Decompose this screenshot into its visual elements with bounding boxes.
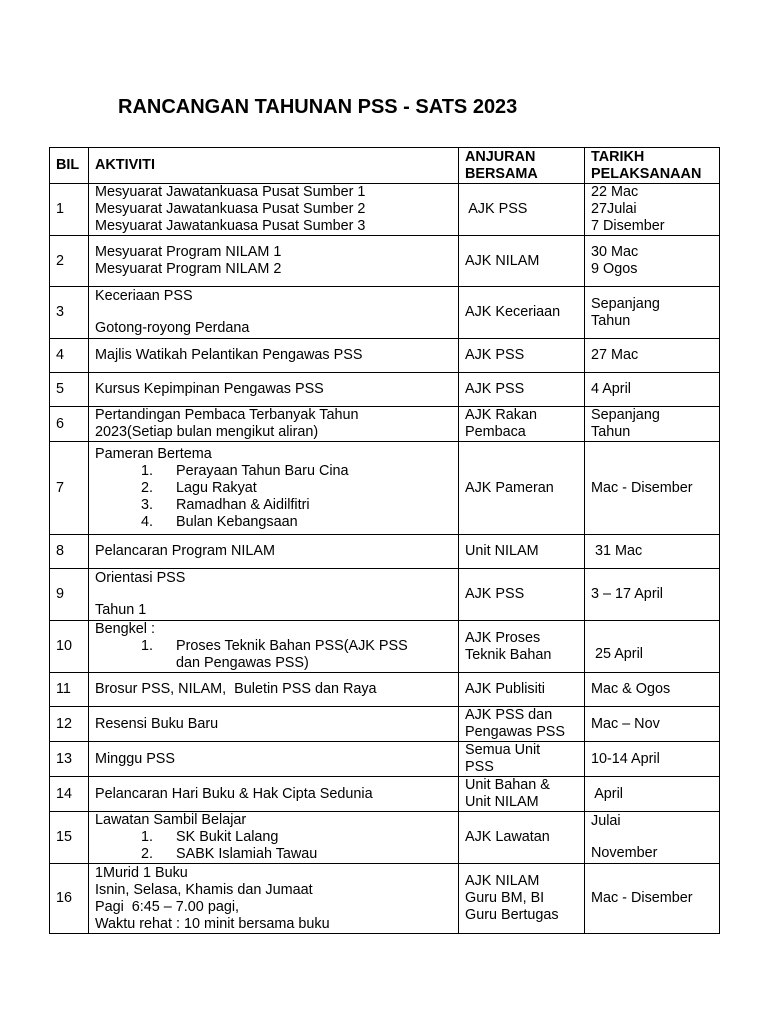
anjuran-cell xyxy=(459,569,585,621)
aktiviti-line: 1Murid 1 Buku xyxy=(95,864,188,881)
aktiviti-line: Pertandingan Pembaca Terbanyak Tahun xyxy=(95,407,359,423)
blank-line xyxy=(591,830,719,845)
annual-plan-table xyxy=(49,147,720,934)
tarikh-cell xyxy=(585,621,720,673)
blank-line xyxy=(591,631,719,646)
subitem-number: 2. xyxy=(141,846,154,862)
aktiviti-line: Bengkel : xyxy=(95,621,156,637)
tarikh-cell xyxy=(585,535,720,569)
tarikh-line: 9 Ogos xyxy=(591,261,638,277)
table-row xyxy=(50,707,720,742)
aktiviti-line: Lawatan Sambil Belajar xyxy=(95,812,247,828)
bil-cell: 4 xyxy=(50,339,89,373)
bil-cell: 10 xyxy=(50,621,89,673)
aktiviti-line: Gotong-royong Perdana xyxy=(95,320,250,336)
subitem-text: dan Pengawas PSS) xyxy=(176,655,309,671)
tarikh-cell xyxy=(585,569,720,621)
aktiviti-line: Pagi 6:45 – 7.00 pagi, xyxy=(95,898,240,915)
blank-line xyxy=(95,305,458,320)
aktiviti-cell xyxy=(89,812,459,864)
aktiviti-subitem xyxy=(95,638,458,655)
aktiviti-subitem xyxy=(95,655,458,672)
aktiviti-line: Mesyuarat Jawatankuasa Pusat Sumber 3 xyxy=(95,218,366,234)
anjuran-cell xyxy=(459,535,585,569)
aktiviti-subitem xyxy=(95,846,458,863)
subitem-number: 2. xyxy=(141,479,154,496)
subitem-text: SK Bukit Lalang xyxy=(176,829,279,845)
tarikh-cell xyxy=(585,864,720,934)
bil-cell: 1 xyxy=(50,184,89,236)
bil-cell: 9 xyxy=(50,569,89,621)
tarikh-cell xyxy=(585,236,720,287)
table-row xyxy=(50,236,720,287)
subitem-number: 1. xyxy=(141,462,154,479)
bil-cell: 5 xyxy=(50,373,89,407)
table-row xyxy=(50,407,720,442)
aktiviti-line: 2023(Setiap bulan mengikut aliran) xyxy=(95,424,319,440)
tarikh-line: November xyxy=(591,845,658,861)
anjuran-cell xyxy=(459,812,585,864)
document-title: RANCANGAN TAHUNAN PSS - SATS 2023 xyxy=(118,96,518,118)
table-row xyxy=(50,442,720,535)
header-tarikh-line: TARIKH xyxy=(591,148,645,165)
anjuran-line: Unit NILAM xyxy=(465,794,539,810)
anjuran-line: AJK NILAM xyxy=(465,252,540,269)
anjuran-line: AJK PSS xyxy=(465,201,528,217)
tarikh-cell xyxy=(585,339,720,373)
aktiviti-subitem xyxy=(95,463,458,480)
table-row xyxy=(50,742,720,777)
aktiviti-cell xyxy=(89,535,459,569)
tarikh-line: Mac - Disember xyxy=(591,890,693,906)
subitem-number: 1. xyxy=(141,638,154,654)
bil-cell: 7 xyxy=(50,442,89,535)
table-row xyxy=(50,184,720,236)
table-row xyxy=(50,864,720,934)
aktiviti-cell xyxy=(89,442,459,535)
subitem-text: Perayaan Tahun Baru Cina xyxy=(176,462,349,479)
anjuran-line: AJK PSS xyxy=(465,347,525,363)
aktiviti-subitem xyxy=(95,480,458,497)
anjuran-cell xyxy=(459,777,585,812)
anjuran-cell xyxy=(459,442,585,535)
header-bil: BIL xyxy=(50,148,89,184)
header-anjuran-line: BERSAMA xyxy=(465,165,538,182)
tarikh-cell xyxy=(585,777,720,812)
bil-cell: 14 xyxy=(50,777,89,812)
anjuran-line: AJK PSS xyxy=(465,586,525,602)
anjuran-line: AJK Proses xyxy=(465,629,541,646)
anjuran-line: PSS xyxy=(465,759,494,775)
anjuran-line: Teknik Bahan xyxy=(465,646,552,663)
aktiviti-line: Kursus Kepimpinan Pengawas PSS xyxy=(95,381,324,397)
anjuran-line: AJK Lawatan xyxy=(465,829,550,845)
subitem-number: 4. xyxy=(141,513,154,530)
tarikh-line: Julai xyxy=(591,813,621,829)
subitem-number: 1. xyxy=(141,829,154,845)
aktiviti-cell xyxy=(89,864,459,934)
bil-cell: 12 xyxy=(50,707,89,742)
anjuran-cell xyxy=(459,864,585,934)
aktiviti-line: Minggu PSS xyxy=(95,750,175,767)
bil-cell: 3 xyxy=(50,287,89,339)
tarikh-line: 31 Mac xyxy=(591,543,643,559)
header-anjuran xyxy=(459,148,585,184)
tarikh-line: Tahun xyxy=(591,312,631,329)
header-tarikh-line: PELAKSANAAN xyxy=(591,165,702,182)
table-row xyxy=(50,287,720,339)
tarikh-cell xyxy=(585,184,720,236)
anjuran-line: AJK Publisiti xyxy=(465,681,545,697)
tarikh-line: Sepanjang xyxy=(591,407,660,423)
aktiviti-cell xyxy=(89,673,459,707)
anjuran-cell xyxy=(459,184,585,236)
table-header-row xyxy=(50,148,720,184)
tarikh-line: 22 Mac xyxy=(591,184,639,200)
tarikh-cell xyxy=(585,673,720,707)
anjuran-line: Guru Bertugas xyxy=(465,907,559,923)
aktiviti-cell xyxy=(89,742,459,777)
subitem-text: SABK Islamiah Tawau xyxy=(176,846,318,862)
header-anjuran-line: ANJURAN xyxy=(465,148,536,165)
anjuran-line: AJK NILAM xyxy=(465,873,540,889)
tarikh-line: Mac – Nov xyxy=(591,715,660,732)
aktiviti-cell xyxy=(89,287,459,339)
anjuran-cell xyxy=(459,339,585,373)
aktiviti-subitem xyxy=(95,829,458,846)
bil-cell: 13 xyxy=(50,742,89,777)
anjuran-cell xyxy=(459,621,585,673)
anjuran-line: Pembaca xyxy=(465,424,526,440)
bil-cell: 15 xyxy=(50,812,89,864)
bil-cell: 8 xyxy=(50,535,89,569)
tarikh-cell xyxy=(585,442,720,535)
anjuran-cell xyxy=(459,236,585,287)
tarikh-line: 7 Disember xyxy=(591,218,665,234)
subitem-text: Ramadhan & Aidilfitri xyxy=(176,496,310,513)
anjuran-line: AJK Rakan xyxy=(465,407,537,423)
aktiviti-line: Isnin, Selasa, Khamis dan Jumaat xyxy=(95,881,313,898)
anjuran-cell xyxy=(459,407,585,442)
aktiviti-subitem xyxy=(95,497,458,514)
aktiviti-cell xyxy=(89,407,459,442)
anjuran-cell xyxy=(459,742,585,777)
anjuran-line: AJK PSS xyxy=(465,381,525,397)
subitem-text: Proses Teknik Bahan PSS(AJK PSS xyxy=(176,638,408,654)
aktiviti-line: Majlis Watikah Pelantikan Pengawas PSS xyxy=(95,347,363,363)
bil-cell: 6 xyxy=(50,407,89,442)
aktiviti-cell xyxy=(89,569,459,621)
subitem-number: 3. xyxy=(141,496,154,513)
aktiviti-line: Pelancaran Hari Buku & Hak Cipta Sedunia xyxy=(95,785,373,802)
aktiviti-line: Waktu rehat : 10 minit bersama buku xyxy=(95,915,330,932)
aktiviti-line: Mesyuarat Jawatankuasa Pusat Sumber 1 xyxy=(95,184,366,200)
table-row xyxy=(50,339,720,373)
aktiviti-cell xyxy=(89,777,459,812)
anjuran-line: AJK Pameran xyxy=(465,479,554,496)
aktiviti-cell xyxy=(89,184,459,236)
anjuran-line: Pengawas PSS xyxy=(465,724,565,740)
tarikh-cell xyxy=(585,373,720,407)
aktiviti-line: Pameran Bertema xyxy=(95,445,212,462)
header-tarikh xyxy=(585,148,720,184)
table-row xyxy=(50,569,720,621)
tarikh-line: Mac - Disember xyxy=(591,479,693,496)
aktiviti-line: Mesyuarat Jawatankuasa Pusat Sumber 2 xyxy=(95,201,366,217)
aktiviti-line: Mesyuarat Program NILAM 2 xyxy=(95,261,282,277)
anjuran-line: Unit NILAM xyxy=(465,543,539,559)
anjuran-cell xyxy=(459,287,585,339)
aktiviti-cell xyxy=(89,339,459,373)
anjuran-line: Guru BM, BI xyxy=(465,890,545,906)
table-body xyxy=(50,184,720,934)
tarikh-line: 4 April xyxy=(591,381,631,397)
bil-cell: 11 xyxy=(50,673,89,707)
subitem-text: Bulan Kebangsaan xyxy=(176,513,298,530)
subitem-text: Lagu Rakyat xyxy=(176,479,257,496)
anjuran-line: AJK PSS dan xyxy=(465,707,553,723)
table-row xyxy=(50,535,720,569)
tarikh-line: 10-14 April xyxy=(591,750,660,767)
tarikh-line: Mac & Ogos xyxy=(591,681,671,697)
anjuran-line: AJK Keceriaan xyxy=(465,304,561,320)
anjuran-cell xyxy=(459,673,585,707)
aktiviti-cell xyxy=(89,621,459,673)
header-aktiviti: AKTIVITI xyxy=(89,148,459,184)
aktiviti-line: Mesyuarat Program NILAM 1 xyxy=(95,244,282,260)
tarikh-line: 25 April xyxy=(591,645,643,662)
tarikh-line: Sepanjang xyxy=(591,295,660,312)
aktiviti-line: Orientasi PSS xyxy=(95,570,186,586)
tarikh-line: 3 – 17 April xyxy=(591,586,664,602)
aktiviti-cell xyxy=(89,373,459,407)
aktiviti-line: Keceriaan PSS xyxy=(95,288,193,304)
aktiviti-subitem xyxy=(95,514,458,531)
anjuran-cell xyxy=(459,707,585,742)
tarikh-cell xyxy=(585,407,720,442)
tarikh-line: Tahun xyxy=(591,424,631,440)
aktiviti-line: Pelancaran Program NILAM xyxy=(95,543,275,559)
tarikh-line: April xyxy=(591,785,623,802)
anjuran-cell xyxy=(459,373,585,407)
aktiviti-line: Brosur PSS, NILAM, Buletin PSS dan Raya xyxy=(95,681,377,697)
aktiviti-line: Tahun 1 xyxy=(95,602,147,618)
blank-line xyxy=(95,587,458,602)
table-row xyxy=(50,777,720,812)
tarikh-line: 30 Mac xyxy=(591,244,639,260)
bil-cell: 16 xyxy=(50,864,89,934)
tarikh-line: 27 Mac xyxy=(591,347,639,363)
table-row xyxy=(50,621,720,673)
tarikh-cell xyxy=(585,742,720,777)
tarikh-cell xyxy=(585,812,720,864)
aktiviti-cell xyxy=(89,236,459,287)
tarikh-line: 27Julai xyxy=(591,201,637,217)
table-row xyxy=(50,673,720,707)
table-row xyxy=(50,812,720,864)
anjuran-line: Unit Bahan & xyxy=(465,777,550,793)
anjuran-line: Semua Unit xyxy=(465,742,541,758)
table-row xyxy=(50,373,720,407)
aktiviti-line: Resensi Buku Baru xyxy=(95,715,219,732)
tarikh-cell xyxy=(585,287,720,339)
tarikh-cell xyxy=(585,707,720,742)
aktiviti-cell xyxy=(89,707,459,742)
bil-cell: 2 xyxy=(50,236,89,287)
